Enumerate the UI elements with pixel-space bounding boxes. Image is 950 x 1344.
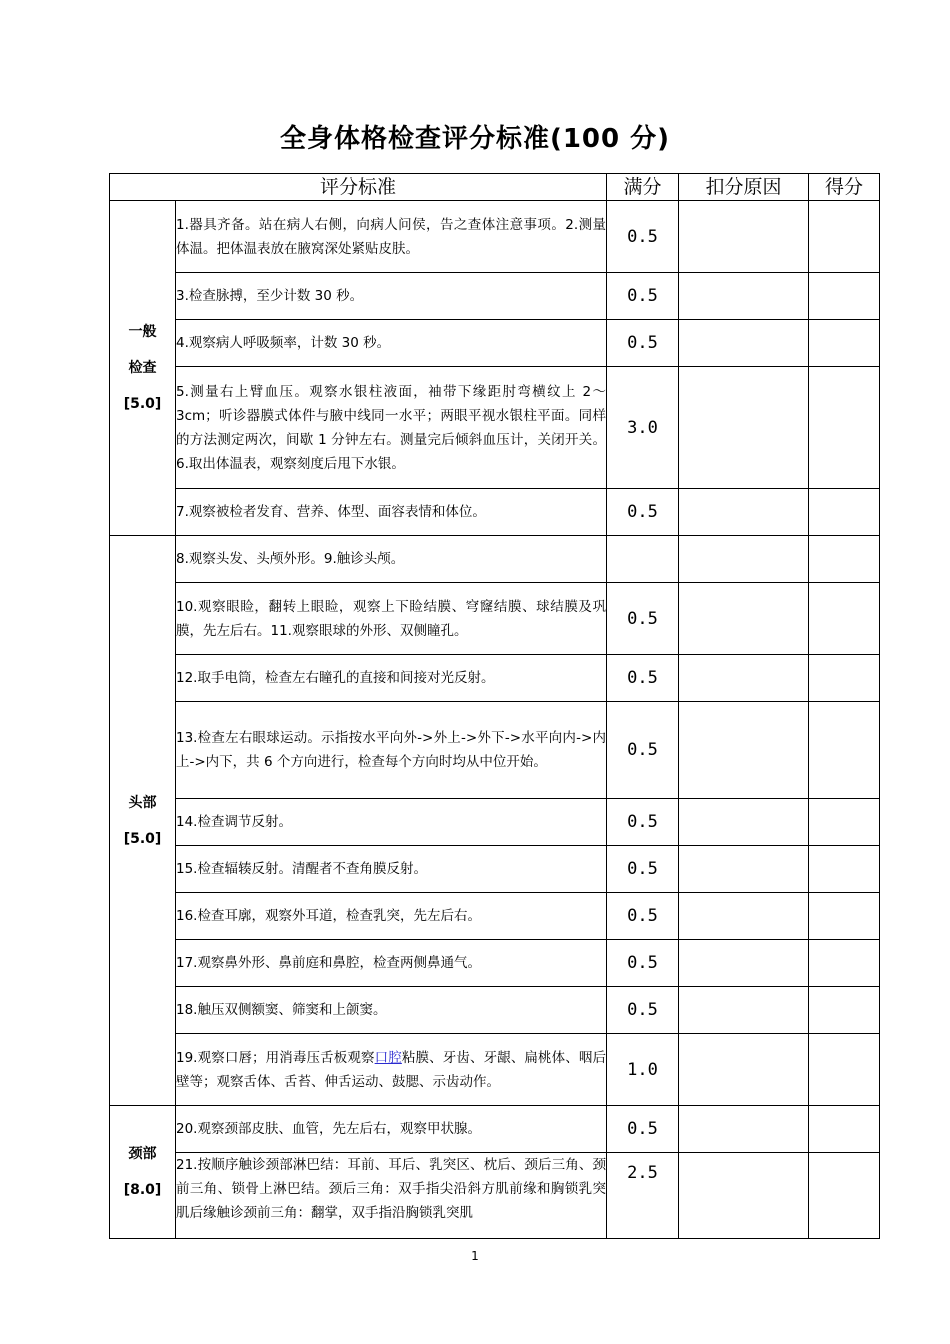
table-row	[110, 846, 880, 893]
criteria-cell: 10.观察眼睑，翻转上眼睑，观察上下睑结膜、穹窿结膜、球结膜及巩膜，先左后右。11.观察眼球的外形、双侧瞳孔。	[176, 583, 607, 655]
section-neck	[110, 1106, 176, 1239]
criteria-cell: 8.观察头发、头颅外形。9.触诊头颅。	[176, 536, 607, 583]
table-row	[110, 320, 880, 367]
header-criteria: 评分标准	[110, 174, 607, 201]
table-row	[110, 940, 880, 987]
table-row	[110, 893, 880, 940]
scoring-table	[109, 173, 880, 1239]
page-title: 全身体格检查评分标准(100 分)	[279, 124, 671, 154]
deduction-reason-cell[interactable]	[679, 201, 809, 273]
full-score-cell: 0.5	[607, 702, 679, 799]
deduction-reason-cell[interactable]	[679, 1034, 809, 1106]
header-full-score: 满分	[607, 174, 679, 201]
score-cell[interactable]	[809, 1034, 880, 1106]
table-row	[110, 489, 880, 536]
table-row	[110, 655, 880, 702]
deduction-reason-cell[interactable]	[679, 655, 809, 702]
section-neck-name: 颈部	[128, 1146, 157, 1162]
criteria-cell: 14.检查调节反射。	[176, 799, 607, 846]
header-deduction-reason: 扣分原因	[679, 174, 809, 201]
score-cell[interactable]	[809, 1106, 880, 1153]
section-general-name-2: 检查	[128, 360, 157, 376]
criteria-cell: 12.取手电筒，检查左右瞳孔的直接和间接对光反射。	[176, 655, 607, 702]
section-head	[110, 536, 176, 1106]
table-row	[110, 273, 880, 320]
criteria-cell: 3.检查脉搏，至少计数 30 秒。	[176, 273, 607, 320]
criteria-cell: 21.按顺序触诊颈部淋巴结：耳前、耳后、乳突区、枕后、颈后三角、颈前三角、锁骨上淋巴结。颈后三角：双手指尖沿斜方肌前缘和胸锁乳突肌后缘触诊颈前三角：翻掌，双手指沿胸锁乳突肌	[176, 1153, 607, 1239]
deduction-reason-cell[interactable]	[679, 583, 809, 655]
score-cell[interactable]	[809, 583, 880, 655]
table-row	[110, 536, 880, 583]
full-score-cell: 1.0	[607, 1034, 679, 1106]
full-score-cell: 0.5	[607, 320, 679, 367]
criteria-cell: 5.测量右上臂血压。观察水银柱液面，袖带下缘距肘弯横纹上 2～3cm；听诊器膜式体件与腋中线同一水平；两眼平视水银柱平面。同样的方法测定两次，间歇 1 分钟左右。测量完后倾斜血压计，关闭开关。6.取出体温表，观察刻度后甩下水银。	[176, 367, 607, 489]
deduction-reason-cell[interactable]	[679, 987, 809, 1034]
full-score-cell: 0.5	[607, 1106, 679, 1153]
criteria-cell: 1.器具齐备。站在病人右侧，向病人问侯，告之查体注意事项。2.测量体温。把体温表放在腋窝深处紧贴皮肤。	[176, 201, 607, 273]
header-score: 得分	[809, 174, 880, 201]
full-score-cell: 3.0	[607, 367, 679, 489]
deduction-reason-cell[interactable]	[679, 846, 809, 893]
score-cell[interactable]	[809, 367, 880, 489]
section-head-points: [5.0]	[123, 830, 162, 847]
full-score-cell: 0.5	[607, 583, 679, 655]
full-score-cell: 0.5	[607, 273, 679, 320]
table-row	[110, 201, 880, 273]
score-cell[interactable]	[809, 893, 880, 940]
criteria-text-after: 粘膜、牙齿、牙龈、扁桃体、咽后壁等；观察舌体、舌苔、伸舌运动、鼓腮、示齿动作。	[176, 1049, 607, 1090]
full-score-cell: 0.5	[607, 799, 679, 846]
table-row	[110, 702, 880, 799]
score-cell[interactable]	[809, 320, 880, 367]
deduction-reason-cell[interactable]	[679, 940, 809, 987]
criteria-cell: 4.观察病人呼吸频率，计数 30 秒。	[176, 320, 607, 367]
deduction-reason-cell[interactable]	[679, 320, 809, 367]
deduction-reason-cell[interactable]	[679, 799, 809, 846]
full-score-cell: 0.5	[607, 489, 679, 536]
full-score-cell: 0.5	[607, 987, 679, 1034]
full-score-cell: 0.5	[607, 846, 679, 893]
table-row	[110, 1153, 880, 1239]
deduction-reason-cell[interactable]	[679, 536, 809, 583]
page-number: 1	[471, 1249, 479, 1263]
section-general	[110, 201, 176, 536]
score-cell[interactable]	[809, 489, 880, 536]
deduction-reason-cell[interactable]	[679, 1153, 809, 1239]
oral-cavity-link[interactable]: 口腔	[374, 1049, 402, 1066]
full-score-cell: 0.5	[607, 940, 679, 987]
full-score-cell	[607, 536, 679, 583]
deduction-reason-cell[interactable]	[679, 367, 809, 489]
deduction-reason-cell[interactable]	[679, 702, 809, 799]
table-row	[110, 1034, 880, 1106]
score-cell[interactable]	[809, 201, 880, 273]
criteria-cell: 18.触压双侧额窦、筛窦和上颌窦。	[176, 987, 607, 1034]
score-cell[interactable]	[809, 846, 880, 893]
full-score-cell: 0.5	[607, 893, 679, 940]
deduction-reason-cell[interactable]	[679, 489, 809, 536]
criteria-cell: 15.检查辐辏反射。清醒者不查角膜反射。	[176, 846, 607, 893]
table-row	[110, 799, 880, 846]
deduction-reason-cell[interactable]	[679, 1106, 809, 1153]
section-general-name-1: 一般	[128, 324, 157, 340]
criteria-text-before: 19.观察口唇；用消毒压舌板观察	[176, 1049, 375, 1066]
deduction-reason-cell[interactable]	[679, 893, 809, 940]
score-cell[interactable]	[809, 987, 880, 1034]
criteria-cell: 7.观察被检者发育、营养、体型、面容表情和体位。	[176, 489, 607, 536]
score-cell[interactable]	[809, 702, 880, 799]
criteria-cell: 17.观察鼻外形、鼻前庭和鼻腔，检查两侧鼻通气。	[176, 940, 607, 987]
score-cell[interactable]	[809, 799, 880, 846]
table-row	[110, 1106, 880, 1153]
full-score-cell: 0.5	[607, 201, 679, 273]
deduction-reason-cell[interactable]	[679, 273, 809, 320]
criteria-cell: 13.检查左右眼球运动。示指按水平向外->外上->外下->水平向内->内上->内下，共 6 个方向进行，检查每个方向时均从中位开始。	[176, 702, 607, 799]
score-cell[interactable]	[809, 655, 880, 702]
section-general-points: [5.0]	[123, 396, 162, 412]
criteria-cell	[176, 1034, 607, 1106]
table-row	[110, 583, 880, 655]
criteria-cell: 20.观察颈部皮肤、血管，先左后右，观察甲状腺。	[176, 1106, 607, 1153]
section-head-name: 头部	[128, 794, 157, 811]
section-neck-points: [8.0]	[123, 1182, 162, 1198]
score-cell[interactable]	[809, 273, 880, 320]
full-score-cell: 2.5	[607, 1153, 679, 1239]
full-score-cell: 0.5	[607, 655, 679, 702]
criteria-cell: 16.检查耳廓，观察外耳道，检查乳突，先左后右。	[176, 893, 607, 940]
table-row	[110, 987, 880, 1034]
score-cell[interactable]	[809, 940, 880, 987]
score-cell[interactable]	[809, 536, 880, 583]
score-cell[interactable]	[809, 1153, 880, 1239]
table-row	[110, 367, 880, 489]
table-header-row	[110, 174, 880, 201]
